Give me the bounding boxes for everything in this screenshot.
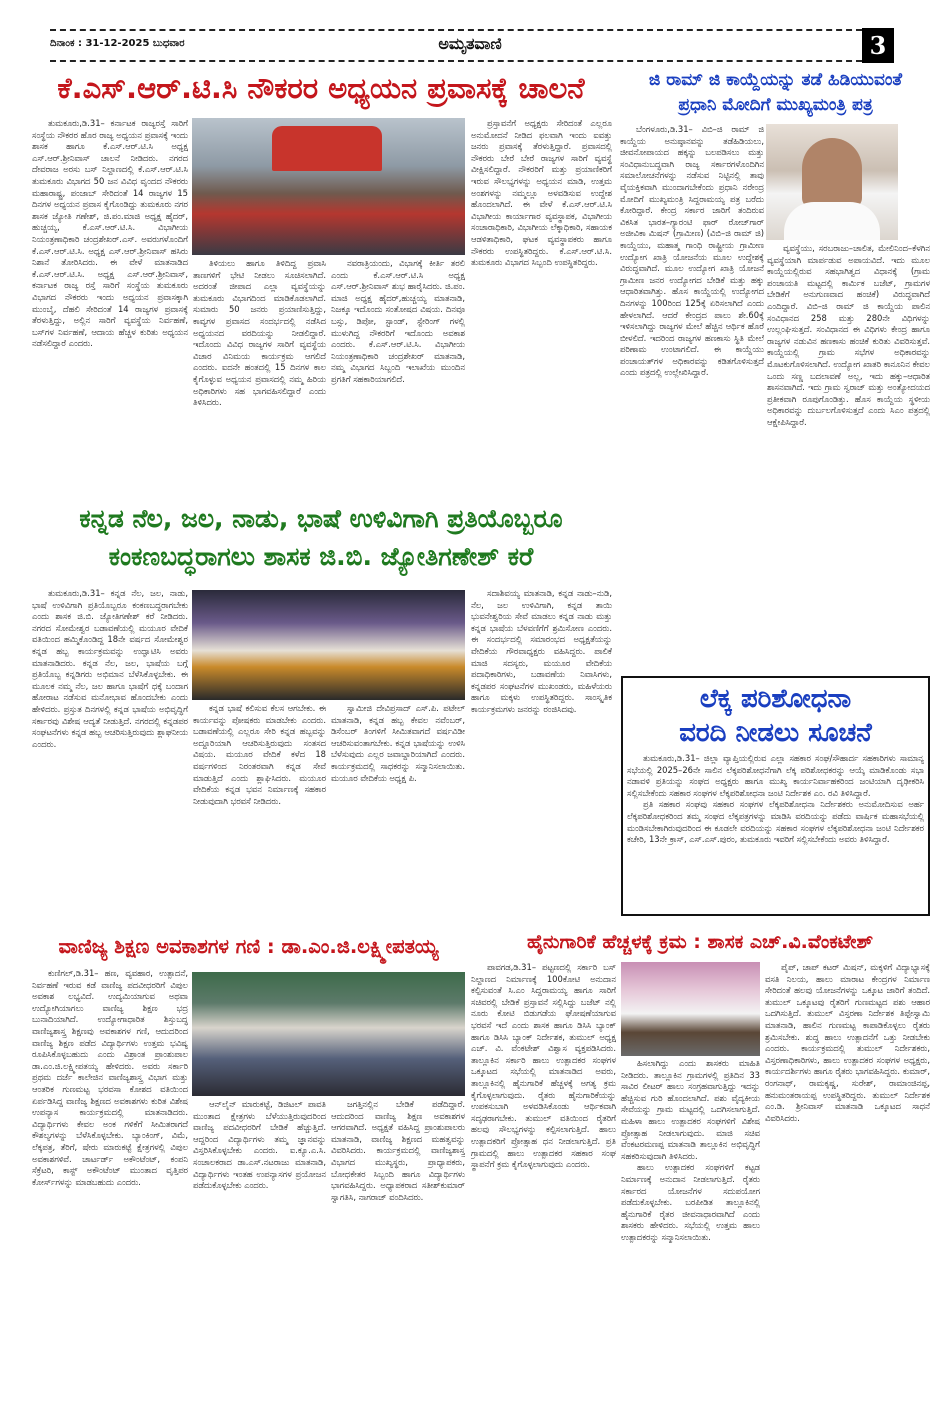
article-gramji-col1 — [620, 124, 764, 672]
article-ksrtc-col3 — [331, 258, 465, 496]
article-dairy-col2 — [765, 962, 930, 1410]
article-text: ಹಾಲು ಉತ್ಪಾದಕರ ಸಂಘಗಳಿಗೆ ಕಟ್ಟಡ ನಿರ್ಮಾಣಕ್ಕೆ ಅನುದಾನ ನೀಡಲಾಗುತ್ತಿದೆ. ರೈತರು ಸರ್ಕಾರದ ಯೋಜನೆಗಳ ಸದುಪಯೋಗ ಪಡೆದುಕೊಳ್ಳಬೇಕು. ಬರಪೀಡಿತ ತಾಲ್ಲೂಕಿನಲ್ಲಿ ಹೈನುಗಾರಿಕೆ ರೈತರ ಜೀವನಾಧಾರವಾಗಿದೆ ಎಂದು ಶಾಸಕರು ಹೇಳಿದರು. ಸಭೆಯಲ್ಲಿ ಉತ್ತಮ ಹಾಲು ಉತ್ಪಾದಕರನ್ನು ಸನ್ಮಾನಿಸಲಾಯಿತು. — [621, 1162, 760, 1242]
photo-chief-minister — [766, 124, 898, 240]
article-commerce-col2 — [193, 1099, 326, 1410]
article-commerce-col3 — [331, 1099, 465, 1410]
article-text: ಸ್ವಾಮೀಜಿ ದೇವಿಪ್ರಸಾದ್ ಎಸ್.ಪಿ. ಪಟೇಲ್ ಮಾತನಾಡಿ, ಕನ್ನಡ ಹಬ್ಬ ಕೇವಲ ನವೆಂಬರ್, ಡಿಸೆಂಬರ್ ತಿಂಗಳಿಗೆ ಸೀಮಿತವಾಗದೆ ವರ್ಷವಿಡೀ ಆಚರಿಸುವಂತಾಗಬೇಕು. ಕನ್ನಡ ಭಾಷೆಯನ್ನು ಉಳಿಸಿ ಬೆಳೆಸುವುದು ಎಲ್ಲರ ಜವಾಬ್ದಾರಿಯಾಗಿದೆ ಎಂದರು. ಕಾರ್ಯಕ್ರಮದಲ್ಲಿ ಸಾಧಕರನ್ನು ಸನ್ಮಾನಿಸಲಾಯಿತು. ಮಯೂರ ವೇದಿಕೆಯ ಅಧ್ಯಕ್ಷ ಪಿ. — [331, 703, 465, 783]
article-text: ಆನ್‌ಲೈನ್ ಮಾರುಕಟ್ಟೆ, ಡಿಜಿಟಲ್ ಪಾವತಿ ಮುಂತಾದ ಕ್ಷೇತ್ರಗಳು ಬೆಳೆಯುತ್ತಿರುವುದರಿಂದ ವಾಣಿಜ್ಯ ಪದವೀಧರರಿಗೆ ಬೇಡಿಕೆ ಹೆಚ್ಚುತ್ತಿದೆ. ಆದ್ದರಿಂದ ವಿದ್ಯಾರ್ಥಿಗಳು ತಮ್ಮ ಜ್ಞಾನವನ್ನು ವಿಸ್ತರಿಸಿಕೊಳ್ಳಬೇಕು ಎಂದರು. ಐ.ಕ್ಯೂ.ಎ.ಸಿ. ಸಂಚಾಲಕರಾದ ಡಾ.ಎಸ್.ನಟರಾಜು ಮಾತನಾಡಿ, ವಿದ್ಯಾರ್ಥಿಗಳು ಇಂತಹ ಉಪನ್ಯಾಸಗಳ ಪ್ರಯೋಜನ ಪಡೆದುಕೊಳ್ಳಬೇಕು ಎಂದರು. — [193, 1099, 326, 1191]
headline-audit-line1: ಲೆಕ್ಕ ಪರಿಶೋಧನಾ — [699, 684, 852, 714]
issue-date: ದಿನಾಂಕ : 31-12-2025 ಬುಧವಾರ — [50, 38, 185, 49]
article-dairy-col3 — [621, 1058, 760, 1410]
headline-kannada-line2: ಕಂಕಣಬದ್ಧರಾಗಲು ಶಾಸಕ ಜಿ.ಬಿ. ಜ್ಯೋತಿಗಣೇಶ್ ಕರೆ — [108, 542, 534, 571]
article-text: ವ್ಯವಸ್ಥೆಯು, ಸರಬರಾಜು–ಚಾಲಿತ, ಮೇಲಿನಿಂದ–ಕೆಳಗಿನ ವ್ಯವಸ್ಥೆಯಾಗಿ ಮಾರ್ಪಡುವ ಅಪಾಯವಿದೆ. ಇದು ಮೂಲ ಕಾಯ್ದೆಯಲ್ಲಿರುವ ಸಹಭಾಗಿತ್ವದ ವಿಧಾನಕ್ಕೆ (ಗ್ರಾಮ ಪಂಚಾಯತಿ ಮಟ್ಟದಲ್ಲಿ ಕಾರ್ಮಿಕ ಬಜೆಟ್, ಗ್ರಾಮಗಳ ಬೇಡಿಕೆಗೆ ಅನುಗುಣವಾದ ಹಂಚಿಕೆ) ವಿರುದ್ಧವಾಗಿದೆ ಎಂದಿದ್ದಾರೆ. ವಿಬಿ–ಜಿ ರಾಮ್ ಜಿ ಕಾಯ್ದೆಯ ಪಾಲಿನ ಸಂವಿಧಾನದ 258 ಮತ್ತು 280ನೇ ವಿಧಿಗಳನ್ನು ಉಲ್ಲಂಘಿಸುತ್ತದೆ. ಸಂವಿಧಾನದ ಈ ವಿಧಿಗಳು ಕೇಂದ್ರ ಹಾಗೂ ರಾಜ್ಯಗಳ ನಡುವಿನ ಹಣಕಾಸು ಹಂಚಿಕೆ ಕುರಿತು ವಿವರಿಸುತ್ತವೆ. ಕಾಯ್ದೆಯಲ್ಲಿ ಗ್ರಾಮ ಸಭೆಗಳ ಅಧಿಕಾರವನ್ನು ಮೊಟಕುಗೊಳಿಸಲಾಗಿದೆ. ಉದ್ಯೋಗ ಖಾತರಿ ಕಾನೂನಿನ ಕೇವಲ ಒಂದು ಸಣ್ಣ ಬದಲಾವಣೆ ಅಲ್ಲ, ಇದು ಹಕ್ಕು–ಆಧಾರಿತ ಶಾಸನವಾಗಿದೆ. ಇದು ಗ್ರಾಮ ಸ್ವರಾಜ್ ಮತ್ತು ಅಂತ್ಯೋದಯದ ಪ್ರತೀಕವಾಗಿ ರೂಪುಗೊಂಡಿತ್ತು. ಹೊಸ ಕಾಯ್ದೆಯ ಸ್ಥಳೀಯ ಅಧಿಕಾರವನ್ನು ದುರ್ಬಲಗೊಳಿಸುತ್ತದೆ ಎಂದು ಸಿಎಂ ಪತ್ರದಲ್ಲಿ ಆಕ್ಷೇಪಿಸಿದ್ದಾರೆ. — [767, 243, 930, 427]
article-kannada-col3 — [331, 703, 465, 916]
article-commerce-col1 — [32, 968, 188, 1410]
article-kannada-col1 — [32, 588, 188, 916]
portrait-figure — [802, 138, 862, 208]
bus-image — [272, 126, 382, 171]
article-text: ತುಮಕೂರು,ಡಿ.31– ಕರ್ನಾಟಕ ರಾಜ್ಯರಸ್ತೆ ಸಾರಿಗೆ ಸಂಸ್ಥೆಯ ನೌಕರರ ಹೊರ ರಾಜ್ಯ ಅಧ್ಯಯನ ಪ್ರವಾಸಕ್ಕೆ ಇಂದು ಶಾಸಕ ಹಾಗೂ ಕೆ.ಎಸ್.ಆರ್.ಟಿ.ಸಿ ಅಧ್ಯಕ್ಷ ಎಸ್.ಆರ್.ಶ್ರೀನಿವಾಸ್ ಚಾಲನೆ ನೀಡಿದರು. ನಗರದ ದೇವರಾಜ ಅರಸು ಬಸ್ ನಿಲ್ದಾಣದಲ್ಲಿ ಕೆ.ಎಸ್.ಆರ್.ಟಿ.ಸಿ ತುಮಕೂರು ವಿಭಾಗದ 50 ಜನ ವಿವಿಧ ವೃಂದದ ನೌಕರರು ಮಹಾರಾಷ್ಟ್ರ, ಪಂಜಾಬ್ ಸೇರಿದಂತೆ 14 ರಾಜ್ಯಗಳ 15 ದಿನಗಳ ಅಧ್ಯಯನ ಪ್ರವಾಸ ಕೈಗೊಂಡಿದ್ದು ತುಮಕೂರು ನಗರ ಶಾಸಕ ಜ್ಯೋತಿ ಗಣೇಶ್, ಜಿ.ಪಂ.ಮಾಜಿ ಅಧ್ಯಕ್ಷ ಹೈದರ್, ಹುಚ್ಚಯ್ಯ, ಕೆ.ಎಸ್.ಆರ್.ಟಿ.ಸಿ. ವಿಭಾಗೀಯ ನಿಯಂತ್ರಣಾಧಿಕಾರಿ ಚಂದ್ರಶೇಖರ್.ಎಸ್. ಅವರುಗಳೊಂದಿಗೆ ಕೆ.ಎಸ್.ಆರ್.ಟಿ.ಸಿ. ಅಧ್ಯಕ್ಷ ಎಸ್.ಆರ್.ಶ್ರೀನಿವಾಸ್ ಹಸಿರು ನಿಶಾನೆ ತೋರಿಸಿದರು. ಈ ವೇಳೆ ಮಾತನಾಡಿದ ಕೆ.ಎಸ್.ಆರ್.ಟಿ.ಸಿ. ಅಧ್ಯಕ್ಷ ಎಸ್.ಆರ್.ಶ್ರೀನಿವಾಸ್, ಕರ್ನಾಟಕ ರಾಜ್ಯ ರಸ್ತೆ ಸಾರಿಗೆ ಸಂಸ್ಥೆಯ ತುಮಕೂರು ವಿಭಾಗದ ನೌಕರರು ಇಂದು ಅಧ್ಯಯನ ಪ್ರವಾಸಕ್ಕಾಗಿ ಮುಂಬೈ, ದೆಹಲಿ ಸೇರಿದಂತೆ 14 ರಾಜ್ಯಗಳ ಪ್ರವಾಸಕ್ಕೆ ತೆರಳುತ್ತಿದ್ದು, ಅಲ್ಲಿನ ಸಾರಿಗೆ ವ್ಯವಸ್ಥೆಯ ನಿರ್ವಹಣೆ, ಬಸ್‌ಗಳ ನಿರ್ವಹಣೆ, ಆದಾಯ ಹೆಚ್ಚಳ ಕುರಿತು ಅಧ್ಯಯನ ನಡೆಸಲಿದ್ದಾರೆ ಎಂದರು. — [32, 118, 188, 349]
header-rule-bottom — [50, 60, 862, 62]
article-text: ತುಮಕೂರು,ಡಿ.31– ಕನ್ನಡ ನೆಲ, ಜಲ, ನಾಡು, ಭಾಷೆ ಉಳಿವಿಗಾಗಿ ಪ್ರತಿಯೊಬ್ಬರೂ ಕಂಕಣಬದ್ಧರಾಗಬೇಕು ಎಂದು ಶಾಸಕ ಜಿ.ಬಿ. ಜ್ಯೋತಿಗಣೇಶ್ ಕರೆ ನೀಡಿದರು. ನಗರದ ಸೋಮೇಶ್ವರ ಬಡಾವಣೆಯಲ್ಲಿ ಮಯೂರ ವೇದಿಕೆ ವತಿಯಿಂದ ಹಮ್ಮಿಕೊಂಡಿದ್ದ 18ನೇ ವರ್ಷದ ಸೋಮೇಶ್ವರ ಕನ್ನಡ ಹಬ್ಬ ಕಾರ್ಯಕ್ರಮವನ್ನು ಉದ್ಘಾಟಿಸಿ ಅವರು ಮಾತನಾಡಿದರು. ಕನ್ನಡ ನೆಲ, ಜಲ, ಭಾಷೆಯ ಬಗ್ಗೆ ಪ್ರತಿಯೊಬ್ಬ ಕನ್ನಡಿಗರು ಅಭಿಮಾನ ಬೆಳೆಸಿಕೊಳ್ಳಬೇಕು. ಈ ಮೂಲಕ ನಮ್ಮ ನೆಲ, ಜಲ ಹಾಗೂ ಭಾಷೆಗೆ ಧಕ್ಕೆ ಬಂದಾಗ ಹೋರಾಟ ನಡೆಸುವ ಮನೋಭಾವ ಹೊಂದಬೇಕು ಎಂದು ಹೇಳಿದರು. ಪ್ರಸ್ತುತ ದಿನಗಳಲ್ಲಿ ಕನ್ನಡ ಭಾಷೆಯ ಅಭಿವೃದ್ಧಿಗೆ ಸರ್ಕಾರವು ವಿಶೇಷ ಆದ್ಯತೆ ನೀಡುತ್ತಿದೆ. ನಗರದಲ್ಲಿ ಕನ್ನಡಪರ ಸಂಘಟನೆಗಳು ಕನ್ನಡ ಹಬ್ಬ ಆಚರಿಸುತ್ತಿರುವುದು ಶ್ಲಾಘನೀಯ ಎಂದರು. — [32, 588, 188, 749]
article-text: ಪಾವಗಡ,ಡಿ.31– ಪಟ್ಟಣದಲ್ಲಿ ಸರ್ಕಾರಿ ಬಸ್ ನಿಲ್ದಾಣದ ನಿರ್ಮಾಣಕ್ಕೆ 100ಕೋಟಿ ಅನುದಾನ ಕಲ್ಪಿಸುವಂತೆ ಸಿ.ಎಂ ಸಿದ್ದರಾಮಯ್ಯ ಹಾಗೂ ಸಾರಿಗೆ ಸಚಿವರಲ್ಲಿ ಬೇಡಿಕೆ ಪ್ರಸ್ತಾವನೆ ಸಲ್ಲಿಸಿದ್ದು ಬಜೆಟ್ ನಲ್ಲಿ ನೂರು ಕೋಟಿ ಬಿಡುಗಡೆಯ ಘೋಷಣೆಯಾಗುವ ಭರವಸೆ ಇದೆ ಎಂದು ಶಾಸಕ ಹಾಗೂ ಡಿಸಿಸಿ ಬ್ಯಾಂಕ್ ಹಾಗೂ ಡಿಸಿಸಿ ಬ್ಯಾಂಕ್ ನಿರ್ದೇಶಕ, ತುಮುಲ್ ಅಧ್ಯಕ್ಷ ಎಚ್. ವಿ. ವೆಂಕಟೇಶ್ ವಿಶ್ವಾಸ ವ್ಯಕ್ತಪಡಿಸಿದರು. ತಾಲ್ಲೂಕಿನ ಸರ್ಕಾರಿ ಹಾಲು ಉತ್ಪಾದಕರ ಸಂಘಗಳ ಒಕ್ಕೂಟದ ಸಭೆಯಲ್ಲಿ ಮಾತನಾಡಿದ ಅವರು, ತಾಲ್ಲೂಕಿನಲ್ಲಿ ಹೈನುಗಾರಿಕೆ ಹೆಚ್ಚಳಕ್ಕೆ ಅಗತ್ಯ ಕ್ರಮ ಕೈಗೊಳ್ಳಲಾಗುವುದು. ರೈತರು ಹೈನುಗಾರಿಕೆಯನ್ನು ಉಪಕಸುಬಾಗಿ ಅಳವಡಿಸಿಕೊಂಡು ಆರ್ಥಿಕವಾಗಿ ಸದೃಢರಾಗಬೇಕು. ತುಮುಲ್ ವತಿಯಿಂದ ರೈತರಿಗೆ ಹಲವು ಸೌಲಭ್ಯಗಳನ್ನು ಕಲ್ಪಿಸಲಾಗುತ್ತಿದೆ. ಹಾಲು ಉತ್ಪಾದಕರಿಗೆ ಪ್ರೋತ್ಸಾಹ ಧನ ನೀಡಲಾಗುತ್ತಿದೆ. ಪ್ರತಿ ಗ್ರಾಮದಲ್ಲಿ ಹಾಲು ಉತ್ಪಾದಕರ ಸಹಕಾರ ಸಂಘ ಸ್ಥಾಪನೆಗೆ ಕ್ರಮ ಕೈಗೊಳ್ಳಲಾಗುವುದು ಎಂದರು. — [471, 962, 616, 1170]
article-text: ಸದಾಶಿವಯ್ಯ ಮಾತನಾಡಿ, ಕನ್ನಡ ನಾಡು–ನುಡಿ, ನೆಲ, ಜಲ ಉಳಿವಿಗಾಗಿ, ಕನ್ನಡ ತಾಯಿ ಭುವನೇಶ್ವರಿಯ ಸೇವೆ ಮಾಡಲು ಕನ್ನಡ ನಾಡು ಮತ್ತು ಕನ್ನಡ ಭಾಷೆಯ ಬೆಳವಣಿಗೆಗೆ ಶ್ರಮಿಸೋಣ ಎಂದರು. ಈ ಸಂದರ್ಭದಲ್ಲಿ ಸಮಾರಂಭದ ಅಧ್ಯಕ್ಷತೆಯನ್ನು ವೇದಿಕೆಯ ಗೌರವಾಧ್ಯಕ್ಷರು ವಹಿಸಿದ್ದರು. ಪಾಲಿಕೆ ಮಾಜಿ ಸದಸ್ಯರು, ಮಯೂರ ವೇದಿಕೆಯ ಪದಾಧಿಕಾರಿಗಳು, ಬಡಾವಣೆಯ ನಿವಾಸಿಗಳು, ಕನ್ನಡಪರ ಸಂಘಟನೆಗಳ ಮುಖಂಡರು, ಮಹಿಳೆಯರು ಹಾಗೂ ಮಕ್ಕಳು ಉಪಸ್ಥಿತರಿದ್ದರು. ಸಾಂಸ್ಕೃತಿಕ ಕಾರ್ಯಕ್ರಮಗಳು ಜನರನ್ನು ರಂಜಿಸಿದವು. — [471, 588, 612, 714]
headline-commerce: ವಾಣಿಜ್ಯ ಶಿಕ್ಷಣ ಅವಕಾಶಗಳ ಗಣಿ : ಡಾ.ಎಂ.ಜಿ.ಲಕ್ಷ್ಮೀಪತಯ್ಯ — [58, 935, 439, 958]
article-audit-body — [627, 753, 924, 911]
article-ksrtc-col1 — [32, 118, 188, 496]
photo-ksrtc-bus-flagoff — [192, 118, 465, 255]
article-text: ತುಮಕೂರು,ಡಿ.31– ಜಿಲ್ಲಾ ವ್ಯಾಪ್ತಿಯಲ್ಲಿರುವ ಎಲ್ಲಾ ಸಹಕಾರ ಸಂಘ/ಸೌಹಾರ್ದ ಸಹಕಾರಿಗಳು ಸಾಮಾನ್ಯ ಸಭೆಯಲ್ಲಿ 2025–26ನೇ ಸಾಲಿನ ಲೆಕ್ಕಪರಿಶೋಧನೆಗಾಗಿ ಲೆಕ್ಕ ಪರಿಶೋಧಕರನ್ನು ಆಯ್ಕೆ ಮಾಡಿಕೊಂಡು ಸಭಾ ನಡಾವಳಿ ಪ್ರತಿಯನ್ನು ಸಂಘದ ಅಧ್ಯಕ್ಷರು ಹಾಗೂ ಮುಖ್ಯ ಕಾರ್ಯನಿರ್ವಾಹಕರಿಂದ ಜಂಟಿಯಾಗಿ ದೃಢೀಕರಿಸಿ ಸಲ್ಲಿಸಬೇಕೆಂದು ಸಹಕಾರ ಸಂಘಗಳ ಲೆಕ್ಕಪರಿಶೋಧನಾ ಜಂಟಿ ನಿರ್ದೇಶಕ ಎಂ. ರವಿ ತಿಳಿಸಿದ್ದಾರೆ. — [627, 753, 924, 798]
article-text: ಜಗತ್ತಿನಲ್ಲಿನ ಬೇಡಿಕೆ ಪಡೆದಿದ್ದಾರೆ. ಆದುದರಿಂದ ವಾಣಿಜ್ಯ ಶಿಕ್ಷಣ ಅವಕಾಶಗಳ ಆಗರವಾಗಿದೆ. ಅಧ್ಯಕ್ಷತೆ ವಹಿಸಿದ್ದ ಪ್ರಾಂಶುಪಾಲರು ಮಾತನಾಡಿ, ವಾಣಿಜ್ಯ ಶಿಕ್ಷಣದ ಮಹತ್ವವನ್ನು ವಿವರಿಸಿದರು. ಕಾರ್ಯಕ್ರಮದಲ್ಲಿ ವಾಣಿಜ್ಯಶಾಸ್ತ್ರ ವಿಭಾಗದ ಮುಖ್ಯಸ್ಥರು, ಪ್ರಾಧ್ಯಾಪಕರು, ಬೋಧಕೇತರ ಸಿಬ್ಬಂದಿ ಹಾಗೂ ವಿದ್ಯಾರ್ಥಿಗಳು ಭಾಗವಹಿಸಿದ್ದರು. ಅಧ್ಯಾಪಕರಾದ ಸತೀಶ್‌ಕುಮಾರ್ ಸ್ವಾಗತಿಸಿ, ನಾಗರಾಜ್ ವಂದಿಸಿದರು. — [331, 1099, 465, 1202]
headline-kannada-line1: ಕನ್ನಡ ನೆಲ, ಜಲ, ನಾಡು, ಭಾಷೆ ಉಳಿವಿಗಾಗಿ ಪ್ರತಿಯೊಬ್ಬರೂ — [79, 504, 563, 533]
photo-kannada-habba-stage — [192, 590, 465, 700]
article-gramji-col2 — [767, 243, 930, 673]
portrait-body — [784, 202, 880, 240]
article-text: ಹಿಸಲಾಗಿದ್ದು ಎಂದು ಶಾಸಕರು ಮಾಹಿತಿ ನೀಡಿದರು. ತಾಲ್ಲೂಕಿನ ಗ್ರಾಮಗಳಲ್ಲಿ ಪ್ರತಿದಿನ 33 ಸಾವಿರ ಲೀಟರ್ ಹಾಲು ಸಂಗ್ರಹವಾಗುತ್ತಿದ್ದು ಇದನ್ನು ಹೆಚ್ಚಿಸುವ ಗುರಿ ಹೊಂದಲಾಗಿದೆ. ಪಶು ವೈದ್ಯಕೀಯ ಸೇವೆಯನ್ನು ಗ್ರಾಮ ಮಟ್ಟದಲ್ಲಿ ಒದಗಿಸಲಾಗುತ್ತಿದೆ. ಮಹಿಳಾ ಹಾಲು ಉತ್ಪಾದಕರ ಸಂಘಗಳಿಗೆ ವಿಶೇಷ ಪ್ರೋತ್ಸಾಹ ನೀಡಲಾಗುವುದು. ಮಾಜಿ ಸಚಿವ ವೆಂಕಟರಮಣಪ್ಪ ಮಾತನಾಡಿ ತಾಲ್ಲೂಕಿನ ಅಭಿವೃದ್ಧಿಗೆ ಸಹಕರಿಸುವುದಾಗಿ ತಿಳಿಸಿದರು. — [621, 1058, 760, 1161]
headline-audit-line2: ವರದಿ ನೀಡಲು ಸೂಚನೆ — [679, 718, 872, 748]
headline-gramji-line1: ಜಿ ರಾಮ್ ಜಿ ಕಾಯ್ದೆಯನ್ನು ತಡೆ ಹಿಡಿಯುವಂತೆ — [648, 70, 903, 90]
article-text: ನವರಾತ್ರಿಯಂದು, ವಿಭಾಗಕ್ಕೆ ಕೀರ್ತಿ ತರಲಿ ಎಂದು ಕೆ.ಎಸ್.ಆರ್.ಟಿ.ಸಿ ಅಧ್ಯಕ್ಷ ಎಸ್.ಆರ್.ಶ್ರೀನಿವಾಸ್ ಶುಭ ಹಾರೈಸಿದರು. ಜಿ.ಪಂ. ಮಾಜಿ ಅಧ್ಯಕ್ಷ ಹೈದರ್,ಹುಚ್ಚಯ್ಯ ಮಾತನಾಡಿ, ನಿಜಕ್ಕೂ ಇದೊಂದು ಸಂತೋಷದ ವಿಷಯ. ದಿನವೂ ಬಸ್ಸು, ಡಿಪೋ, ಸ್ಟಾಂಡ್, ಸ್ಟೇರಿಂಗ್ ಗಳಲ್ಲಿ ಮುಳುಗಿದ್ದ ನೌಕರರಿಗೆ ಇದೊಂದು ಅವಕಾಶ ಎಂದರು. ಕೆ.ಎಸ್.ಆರ್.ಟಿ.ಸಿ. ವಿಭಾಗೀಯ ನಿಯಂತ್ರಣಾಧಿಕಾರಿ ಚಂದ್ರಶೇಖರ್ ಮಾತನಾಡಿ, ನಮ್ಮ ವಿಭಾಗದ ಸಿಬ್ಬಂದಿ ಇಲಾಖೆಯ ಮುಂದಿನ ಪ್ರಗತಿಗೆ ಸಹಕಾರಿಯಾಗಲಿದೆ. — [331, 258, 465, 384]
article-kannada-col4 — [471, 588, 612, 916]
article-text: ಪ್ರತಿ ಸಹಕಾರ ಸಂಘವು ಸಹಕಾರ ಸಂಘಗಳ ಲೆಕ್ಕಪರಿಶೋಧನಾ ನಿರ್ದೇಶಕರು ಅನುಮೋದಿಸುವ ಅರ್ಹ ಲೆಕ್ಕಪರಿಶೋಧಕರಿಂದ ತಮ್ಮ ಸಂಘದ ಲೆಕ್ಕಪತ್ರಗಳನ್ನು ಮಾಡಿಸಿ ವರದಿಯನ್ನು ಪಡೆದು ವಾರ್ಷಿಕ ಮಹಾಸಭೆಯಲ್ಲಿ ಮಂಡಿಸಬೇಕಾಗಿರುವುದರಿಂದ ಈ ಕೂಡಲೇ ವರದಿಯನ್ನು ಸಹಕಾರ ಸಂಘಗಳ ಲೆಕ್ಕಪರಿಶೋಧನಾ ಜಂಟಿ ನಿರ್ದೇಶಕರ ಕಚೇರಿ, 13ನೇ ಕ್ರಾಸ್, ಎಸ್.ಎಸ್.ಪುರಂ, ತುಮಕೂರು ಇವರಿಗೆ ಸಲ್ಲಿಸಬೇಕೆಂದು ಅವರು ತಿಳಿಸಿದ್ದಾರೆ. — [627, 799, 924, 845]
headline-gramji-line2: ಪ್ರಧಾನಿ ಮೋದಿಗೆ ಮುಖ್ಯಮಂತ್ರಿ ಪತ್ರ — [678, 95, 873, 115]
audit-notice-box — [621, 676, 930, 916]
article-text: ಕನ್ನಡ ಭಾಷೆ ಕಲಿಸುವ ಕೆಲಸ ಆಗಬೇಕು. ಈ ಕಾರ್ಯವನ್ನು ಪೋಷಕರು ಮಾಡಬೇಕು ಎಂದರು. ಬಡಾವಣೆಯಲ್ಲಿ ಎಲ್ಲರೂ ಸೇರಿ ಕನ್ನಡ ಹಬ್ಬವನ್ನು ಅದ್ದೂರಿಯಾಗಿ ಆಚರಿಸುತ್ತಿರುವುದು ಸಂತಸದ ವಿಷಯ. ಮಯೂರ ವೇದಿಕೆ ಕಳೆದ 18 ವರ್ಷಗಳಿಂದ ನಿರಂತರವಾಗಿ ಕನ್ನಡ ಸೇವೆ ಮಾಡುತ್ತಿದೆ ಎಂದು ಶ್ಲಾಘಿಸಿದರು. ಮಯೂರ ವೇದಿಕೆಯ ಕನ್ನಡ ಭವನ ನಿರ್ಮಾಣಕ್ಕೆ ಸಹಕಾರ ನೀಡುವುದಾಗಿ ಭರವಸೆ ನೀಡಿದರು. — [193, 703, 326, 806]
article-text: ಪ್ರಸ್ತಾವನೆಗೆ ಅಧ್ಯಕ್ಷರು ಸೇರಿದಂತೆ ಎಲ್ಲರೂ ಅನುಮೋದನೆ ನೀಡಿದ ಫಲವಾಗಿ ಇಂದು ಐವತ್ತು ಜನರು ಪ್ರವಾಸಕ್ಕೆ ತೆರಳುತ್ತಿದ್ದಾರೆ. ಪ್ರವಾಸದಲ್ಲಿ ನೌಕರರು ಬೇರೆ ಬೇರೆ ರಾಜ್ಯಗಳ ಸಾರಿಗೆ ವ್ಯವಸ್ಥೆ ವೀಕ್ಷಿಸಲಿದ್ದಾರೆ. ನೌಕರರಿಗೆ ಮತ್ತು ಪ್ರಯಾಣಿಕರಿಗೆ ಇರುವ ಸೌಲಭ್ಯಗಳನ್ನು ಅಧ್ಯಯನ ಮಾಡಿ, ಉತ್ತಮ ಅಂಶಗಳನ್ನು ನಮ್ಮಲ್ಲೂ ಅಳವಡಿಸುವ ಉದ್ದೇಶ ಹೊಂದಲಾಗಿದೆ. ಈ ವೇಳೆ ಕೆ.ಎಸ್.ಆರ್.ಟಿ.ಸಿ ವಿಭಾಗೀಯ ಕಾರ್ಯಾಗಾರ ವ್ಯವಸ್ಥಾಪಕ, ವಿಭಾಗೀಯ ಸಂಚಾರಾಧಿಕಾರಿ, ವಿಭಾಗೀಯ ಲೆಕ್ಕಾಧಿಕಾರಿ, ಸಹಾಯಕ ಆಡಳಿತಾಧಿಕಾರಿ, ಘಟಕ ವ್ಯವಸ್ಥಾಪಕರು ಹಾಗೂ ನೌಕರರು ಉಪಸ್ಥಿತರಿದ್ದರು. ಕೆ.ಎಸ್.ಆರ್.ಟಿ.ಸಿ. ತುಮಕೂರು ವಿಭಾಗದ ಸಿಬ್ಬಂದಿ ಉಪಸ್ಥಿತರಿದ್ದರು. — [471, 118, 612, 268]
article-text: ಬೆಂಗಳೂರು,ಡಿ.31– ವಿಬಿ–ಜಿ ರಾಮ್ ಜಿ ಕಾಯ್ದೆಯ ಅನುಷ್ಠಾನವನ್ನು ತಡೆಹಿಡಿಯಲು, ಜೀವನೋಪಾಯದ ಹಕ್ಕನ್ನು ಬಲಪಡಿಸಲು ಮತ್ತು ಸಂವಿಧಾನುಬದ್ಧವಾಗಿ ರಾಜ್ಯ ಸರ್ಕಾರಗಳೊಂದಿಗಿನ ಸಮಾಲೋಚನೆಗಳನ್ನು ನಡೆಸುವ ನಿಟ್ಟಿನಲ್ಲಿ ತಾವು ವೈಯಕ್ತಿಕವಾಗಿ ಮುಂದಾಗಬೇಕೆಂದು ಪ್ರಧಾನಿ ನರೇಂದ್ರ ಮೋದಿಗೆ ಮುಖ್ಯಮಂತ್ರಿ ಸಿದ್ದರಾಮಯ್ಯ ಪತ್ರ ಬರೆದು ಕೋರಿದ್ದಾರೆ. ಕೇಂದ್ರ ಸರ್ಕಾರ ಜಾರಿಗೆ ತಂದಿರುವ ವಿಕಸಿತ ಭಾರತ–ಗ್ಯಾರಂಟಿ ಫಾರ್ ರೋಜ್‌ಗಾರ್ ಅಜೀವಿಕಾ ಮಿಷನ್ (ಗ್ರಾಮೀಣ) (ವಿಬಿ–ಜಿ ರಾಮ್ ಜಿ) ಕಾಯ್ದೆಯು, ಮಹಾತ್ಮ ಗಾಂಧಿ ರಾಷ್ಟ್ರೀಯ ಗ್ರಾಮೀಣ ಉದ್ಯೋಗ ಖಾತ್ರಿ ಯೋಜನೆಯ ಮೂಲ ಉದ್ದೇಶಕ್ಕೆ ವಿರುದ್ಧವಾಗಿದೆ. ಮೂಲ ಉದ್ಯೋಗ ಖಾತ್ರಿ ಯೋಜನೆ ಗ್ರಾಮೀಣ ಜನರ ಉದ್ಯೋಗದ ಬೇಡಿಕೆ ಮತ್ತು ಹಕ್ಕು ಆಧಾರಿತವಾಗಿತ್ತು. ಹೊಸ ಕಾಯ್ದೆಯಲ್ಲಿ ಉದ್ಯೋಗದ ದಿನಗಳನ್ನು 100ರಿಂದ 125ಕ್ಕೆ ಏರಿಸಲಾಗಿದೆ ಎಂದು ಹೇಳಲಾಗಿದೆ. ಆದರೆ ಕೇಂದ್ರದ ಪಾಲು ಶೇ.60ಕ್ಕೆ ಇಳಿಸಲಾಗಿದ್ದು ರಾಜ್ಯಗಳ ಮೇಲೆ ಹೆಚ್ಚಿನ ಆರ್ಥಿಕ ಹೊರೆ ಬೀಳಲಿದೆ. ಇದರಿಂದ ರಾಜ್ಯಗಳ ಹಣಕಾಸು ಸ್ಥಿತಿ ಮೇಲೆ ಪರಿಣಾಮ ಉಂಟಾಗಲಿದೆ. ಈ ಕಾಯ್ದೆಯು ಪಂಚಾಯತ್‌ಗಳ ಅಧಿಕಾರವನ್ನು ಕಡಿತಗೊಳಿಸುತ್ತದೆ ಎಂದು ಪತ್ರದಲ್ಲಿ ಉಲ್ಲೇಖಿಸಿದ್ದಾರೆ. — [620, 124, 764, 378]
article-text: ತಿಳಿಯಲು ಹಾಗೂ ತಿಳಿದಿದ್ದ ಪ್ರವಾಸಿ ತಾಣಗಳಿಗೆ ಭೇಟಿ ನೀಡಲು ಸೂಚಿಸಲಾಗಿದೆ. ಅದರಂತೆ ಜೀಪಾದ ಎಲ್ಲಾ ವ್ಯವಸ್ಥೆಯನ್ನು ತುಮಕೂರು ವಿಭಾಗದಿಂದ ಮಾಡಿಕೊಡಲಾಗಿದೆ. ಸುಮಾರು 50 ಜನರು ಪ್ರಯಾಣಿಸುತ್ತಿದ್ದು, ಕಾವ್ಯಗಳ ಪ್ರವಾಸದ ಸಂದರ್ಭದಲ್ಲಿ ನಡೆಸಿದ ಅಧ್ಯಯನದ ವರದಿಯನ್ನು ನೀಡಲಿದ್ದಾರೆ. ಇದೊಂದು ವಿವಿಧ ರಾಜ್ಯಗಳ ಸಾರಿಗೆ ವ್ಯವಸ್ಥೆಯ ವಿಚಾರ ವಿನಿಮಯ ಕಾರ್ಯಕ್ರಮ ಆಗಲಿದೆ ಎಂದರು. ಐದನೇ ಹಂತದಲ್ಲಿ 15 ದಿನಗಳ ಕಾಲ ಕೈಗೊಳ್ಳುವ ಅಧ್ಯಯನ ಪ್ರವಾಸದಲ್ಲಿ ನಮ್ಮ ಹಿರಿಯ ಅಧಿಕಾರಿಗಳು ಸಹ ಭಾಗವಹಿಸಲಿದ್ದಾರೆ ಎಂದು ತಿಳಿಸಿದರು. — [193, 258, 326, 408]
headline-ksrtc: ಕೆ.ಎಸ್.ಆರ್.ಟಿ.ಸಿ ನೌಕರರ ಅಧ್ಯಯನ ಪ್ರವಾಸಕ್ಕೆ ಚಾಲನೆ — [57, 71, 585, 105]
page-number: 3 — [862, 28, 894, 63]
photo-commerce-lecture — [192, 972, 465, 1096]
article-text: ಪೈಪ್, ಚಾಪ್ ಕಟರ್ ಮಿಷನ್, ಮಕ್ಕಳಿಗೆ ವಿದ್ಯಾಭ್ಯಾಸಕ್ಕೆ ವಸತಿ ನಿಲಯ, ಹಾಲು ಮಾರಾಟ ಕೇಂದ್ರಗಳ ನಿರ್ಮಾಣ ಸೇರಿದಂತೆ ಹಲವು ಯೋಜನೆಗಳನ್ನು ಒಕ್ಕೂಟ ಜಾರಿಗೆ ತಂದಿದೆ. ತುಮುಲ್ ಒಕ್ಕೂಟವು ರೈತರಿಗೆ ಗುಣಮಟ್ಟದ ಪಶು ಆಹಾರ ಒದಗಿಸುತ್ತಿದೆ. ತುಮುಲ್ ವಿಸ್ತರಣಾ ನಿರ್ದೇಶಕ ತಿಪ್ಪೇಸ್ವಾಮಿ ಮಾತನಾಡಿ, ಹಾಲಿನ ಗುಣಮಟ್ಟ ಕಾಪಾಡಿಕೊಳ್ಳಲು ರೈತರು ಶ್ರಮಿಸಬೇಕು. ಶುದ್ಧ ಹಾಲು ಉತ್ಪಾದನೆಗೆ ಒತ್ತು ನೀಡಬೇಕು ಎಂದರು. ಕಾರ್ಯಕ್ರಮದಲ್ಲಿ ತುಮುಲ್ ನಿರ್ದೇಶಕರು, ವಿಸ್ತರಣಾಧಿಕಾರಿಗಳು, ಹಾಲು ಉತ್ಪಾದಕರ ಸಂಘಗಳ ಅಧ್ಯಕ್ಷರು, ಕಾರ್ಯದರ್ಶಿಗಳು ಹಾಗೂ ರೈತರು ಭಾಗವಹಿಸಿದ್ದರು. ಕುಮಾರ್, ರಂಗನಾಥ್, ರಾಮಕೃಷ್ಣ, ಸುರೇಶ್, ರಾಮಾಂಜಿನಪ್ಪ, ಹನುಮಂತರಾಯಪ್ಪ ಉಪಸ್ಥಿತರಿದ್ದರು. ತುಮುಲ್ ನಿರ್ದೇಶಕ ಎಂ.ಡಿ. ಶ್ರೀನಿವಾಸ್ ಮಾತನಾಡಿ ಒಕ್ಕೂಟದ ಸಾಧನೆ ವಿವರಿಸಿದರು. — [765, 962, 930, 1123]
newspaper-name: ಅಮೃತವಾಣಿ — [438, 34, 502, 53]
article-ksrtc-col2 — [193, 258, 326, 496]
headline-dairy: ಹೈನುಗಾರಿಕೆ ಹೆಚ್ಚಳಕ್ಕೆ ಕ್ರಮ : ಶಾಸಕ ಎಚ್.ವಿ.ವೆಂಕಟೇಶ್ — [526, 931, 874, 953]
photo-dairy-event — [621, 962, 760, 1056]
header-rule-top — [50, 29, 862, 31]
article-kannada-col2 — [193, 703, 326, 916]
article-text: ಕುಣಿಗಲ್,ಡಿ.31– ಹಣ, ವ್ಯವಹಾರ, ಉತ್ಪಾದನೆ, ನಿರ್ವಹಣೆ ಇರುವ ಕಡೆ ವಾಣಿಜ್ಯ ಪದವೀಧರರಿಗೆ ವಿಪುಲ ಅವಕಾಶ ಲಭ್ಯವಿದೆ. ಉದ್ಯಮಿಯಾಗುವ ಅಥವಾ ಉದ್ಯೋಗಿಯಾಗಲು ವಾಣಿಜ್ಯ ಶಿಕ್ಷಣ ಭದ್ರ ಬುನಾದಿಯಾಗಿದೆ. ಉದ್ಯೋಗಾಧಾರಿತ ಶಿಸ್ತುಬದ್ಧ ವಾಣಿಜ್ಯಶಾಸ್ತ್ರ ಶಿಕ್ಷಣವು ಅವಕಾಶಗಳ ಗಣಿ, ಆದುದರಿಂದ ವಾಣಿಜ್ಯ ಶಿಕ್ಷಣ ಪಡೆದ ವಿದ್ಯಾರ್ಥಿಗಳು ಉತ್ತಮ ಭವಿಷ್ಯ ರೂಪಿಸಿಕೊಳ್ಳಬಹುದು ಎಂದು ವಿಶ್ರಾಂತ ಪ್ರಾಂಶುಪಾಲ ಡಾ.ಎಂ.ಜಿ.ಲಕ್ಷ್ಮೀಪತಯ್ಯ ಹೇಳಿದರು. ಅವರು ಸರ್ಕಾರಿ ಪ್ರಥಮ ದರ್ಜೆ ಕಾಲೇಜಿನ ವಾಣಿಜ್ಯಶಾಸ್ತ್ರ ವಿಭಾಗ ಮತ್ತು ಆಂತರಿಕ ಗುಣಮಟ್ಟ ಭರವಸಾ ಕೋಶದ ವತಿಯಿಂದ ಏರ್ಪಡಿಸಿದ್ದ ವಾಣಿಜ್ಯ ಶಿಕ್ಷಣದ ಅವಕಾಶಗಳು ಕುರಿತ ವಿಶೇಷ ಉಪನ್ಯಾಸ ಕಾರ್ಯಕ್ರಮದಲ್ಲಿ ಮಾತನಾಡಿದರು. ವಿದ್ಯಾರ್ಥಿಗಳು ಕೇವಲ ಅಂಕ ಗಳಿಕೆಗೆ ಸೀಮಿತರಾಗದೆ ಕೌಶಲ್ಯಗಳನ್ನು ಬೆಳೆಸಿಕೊಳ್ಳಬೇಕು. ಬ್ಯಾಂಕಿಂಗ್, ವಿಮೆ, ಲೆಕ್ಕಪತ್ರ, ತೆರಿಗೆ, ಷೇರು ಮಾರುಕಟ್ಟೆ ಕ್ಷೇತ್ರಗಳಲ್ಲಿ ವಿಪುಲ ಅವಕಾಶಗಳಿವೆ. ಚಾರ್ಟರ್ಡ್ ಅಕೌಂಟೆಂಟ್, ಕಂಪನಿ ಸೆಕ್ರೆಟರಿ, ಕಾಸ್ಟ್ ಅಕೌಂಟೆಂಟ್ ಮುಂತಾದ ವೃತ್ತಿಪರ ಕೋರ್ಸ್‌ಗಳನ್ನು ಮಾಡಬಹುದು ಎಂದರು. — [32, 968, 188, 1187]
article-ksrtc-col4 — [471, 118, 612, 496]
article-dairy-col1 — [471, 962, 616, 1410]
